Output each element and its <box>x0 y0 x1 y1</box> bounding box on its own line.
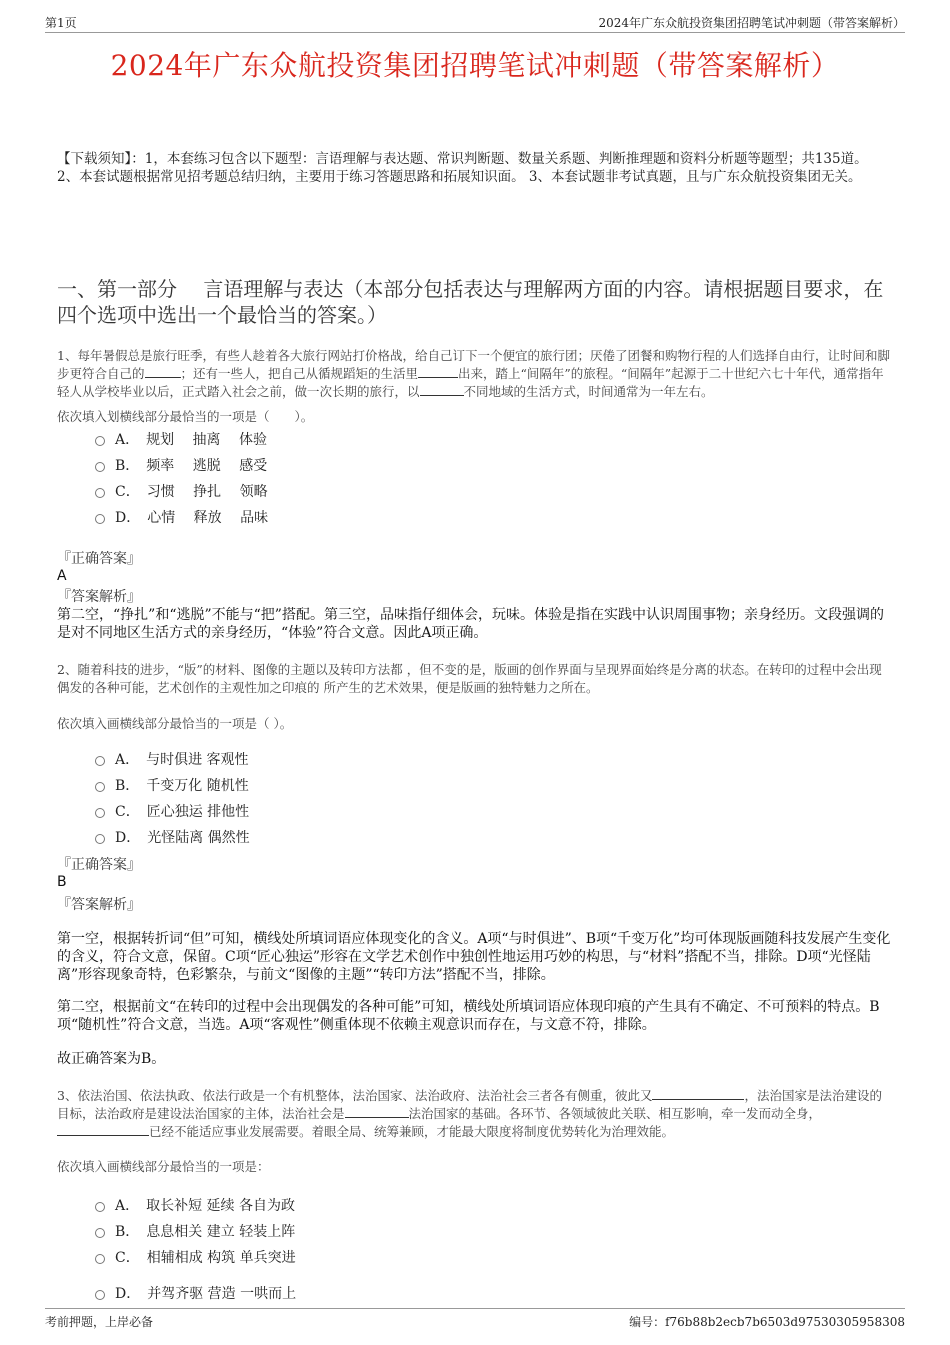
radio-icon[interactable] <box>95 1290 105 1300</box>
page-header <box>45 14 905 33</box>
page-title: 2024年广东众航投资集团招聘笔试冲刺题（带答案解析） <box>110 49 840 82</box>
question-1-ask: 依次填入划横线部分最恰当的一项是（ ）。 <box>57 409 314 424</box>
analysis-label: 『答案解析』 <box>57 897 141 913</box>
radio-icon[interactable] <box>95 462 105 472</box>
conclusion-text: 故正确答案为B。 <box>57 1051 166 1067</box>
answer-value: A <box>57 568 67 584</box>
question-1-options <box>95 426 268 530</box>
footer-serial: 编号：f76b88b2ecb7b6503d97530305958308 <box>629 1315 905 1329</box>
radio-icon[interactable] <box>95 1254 105 1264</box>
option-c[interactable]: C． 匠心独运 排他性 <box>95 798 250 824</box>
question-1-text: 1、每年暑假总是旅行旺季，有些人趁着各大旅行网站打价格战，给自己订下一个便宜的旅行团；厌倦了团餐和购物行程的人们选择自由行，让时间和脚步更符合自己的 ；还有一些人，把自己从循规蹈矩的生活里 出来，踏上“间隔年”的旅程。“间隔年”起源于二十世纪六七十年代，通常指年轻人从学校毕业以后，正式踏入社会之前，做一次长期的旅行，以 不同地域的生活方式，时间通常为一年左右。 <box>57 348 890 399</box>
analysis-label: 『答案解析』 <box>57 589 141 605</box>
download-notice: 【下载须知】：1，本套练习包含以下题型：言语理解与表达题、常识判断题、数量关系题、判断推理题和资料分析题等题型；共135道。 2、本套试题根据常见招考题总结归纳，主要用于练习答题思路和拓展知识面。 3、本套试题非考试真题，且与广东众航投资集团无关。 <box>57 151 868 185</box>
radio-icon[interactable] <box>95 808 105 818</box>
question-2-options <box>95 746 250 850</box>
option-a[interactable]: A． 取长补短 延续 各自为政 <box>95 1192 296 1218</box>
radio-icon[interactable] <box>95 514 105 524</box>
option-b[interactable]: B． 频率 逃脱 感受 <box>95 452 268 478</box>
question-2-ask: 依次填入画横线部分最恰当的一项是（ ）。 <box>57 716 293 731</box>
question-3-options <box>95 1192 296 1306</box>
option-b[interactable]: B． 千变万化 随机性 <box>95 772 250 798</box>
radio-icon[interactable] <box>95 1202 105 1212</box>
analysis-text-1: 第一空，根据转折词“但”可知，横线处所填词语应体现变化的含义。A项“与时俱进”、B项“千变万化”均可体现版画随科技发展产生变化的含义，符合文意，保留。C项“匠心独运”形容在文学艺术创作中独创性地运用巧妙的构思，与“材料”搭配不当，排除。D项“光怪陆离”形容现象奇特，色彩繁杂，与前文“图像的主题”“转印方法”搭配不当，排除。 <box>57 931 891 983</box>
option-a[interactable]: A． 规划 抽离 体验 <box>95 426 268 452</box>
answer-value: B <box>57 874 67 890</box>
radio-icon[interactable] <box>95 488 105 498</box>
page-number: 第1页 <box>45 16 77 30</box>
radio-icon[interactable] <box>95 782 105 792</box>
option-c[interactable]: C． 习惯 挣扎 领略 <box>95 478 268 504</box>
analysis-text-2: 第二空，根据前文“在转印的过程中会出现偶发的各种可能”可知，横线处所填词语应体现印痕的产生具有不确定、不可预料的特点。B项“随机性”符合文意，当选。A项“客观性”侧重体现不依赖主观意识而存在，与文意不符，排除。 <box>57 999 880 1033</box>
header-doc-title: 2024年广东众航投资集团招聘笔试冲刺题（带答案解析） <box>598 16 905 30</box>
analysis-text: 第二空，“挣扎”和“逃脱”不能与“把”搭配。第三空，品味指仔细体会，玩味。体验是指在实践中认识周围事物；亲身经历。文段强调的是对不同地区生活方式的亲身经历，“体验”符合文意。因此A项正确。 <box>57 607 884 641</box>
question-3-text: 3、依法治国、依法执政、依法行政是一个有机整体，法治国家、法治政府、法治社会三者各有侧重，彼此又 ，法治国家是法治建设的目标，法治政府是建设法治国家的主体，法治社会是 法治国家的基础。各环节、各领域彼此关联、相互影响，牵一发而动全身，已经不能适应事业发展需要。着眼全局、统筹兼顾，才能最大限度将制度优势转化为治理效能。 <box>57 1088 882 1139</box>
answer-label: 『正确答案』 <box>57 551 141 567</box>
page-footer <box>45 1308 905 1330</box>
radio-icon[interactable] <box>95 756 105 766</box>
option-d[interactable]: D． 并驾齐驱 营造 一哄而上 <box>95 1280 296 1306</box>
question-2-text: 2、随着科技的进步，“版”的材料、图像的主题以及转印方法都 ，但不变的是，版画的创作界面与呈现界面始终是分离的状态。在转印的过程中会出现偶发的各种可能，艺术创作的主观性加之印痕的 所产生的艺术效果，便是版画的独特魅力之所在。 <box>57 662 882 695</box>
option-b[interactable]: B． 息息相关 建立 轻装上阵 <box>95 1218 296 1244</box>
section-heading: 一、第一部分 言语理解与表达（本部分包括表达与理解两方面的内容。请根据题目要求，在四个选项中选出一个最恰当的答案。） <box>57 277 884 327</box>
question-3-ask: 依次填入画横线部分最恰当的一项是： <box>57 1159 270 1174</box>
option-d[interactable]: D． 光怪陆离 偶然性 <box>95 824 250 850</box>
footer-slogan: 考前押题，上岸必备 <box>45 1315 154 1329</box>
option-d[interactable]: D． 心情 释放 品味 <box>95 504 268 530</box>
radio-icon[interactable] <box>95 436 105 446</box>
option-c[interactable]: C． 相辅相成 构筑 单兵突进 <box>95 1244 296 1270</box>
option-a[interactable]: A． 与时俱进 客观性 <box>95 746 250 772</box>
answer-label: 『正确答案』 <box>57 857 141 873</box>
radio-icon[interactable] <box>95 834 105 844</box>
radio-icon[interactable] <box>95 1228 105 1238</box>
